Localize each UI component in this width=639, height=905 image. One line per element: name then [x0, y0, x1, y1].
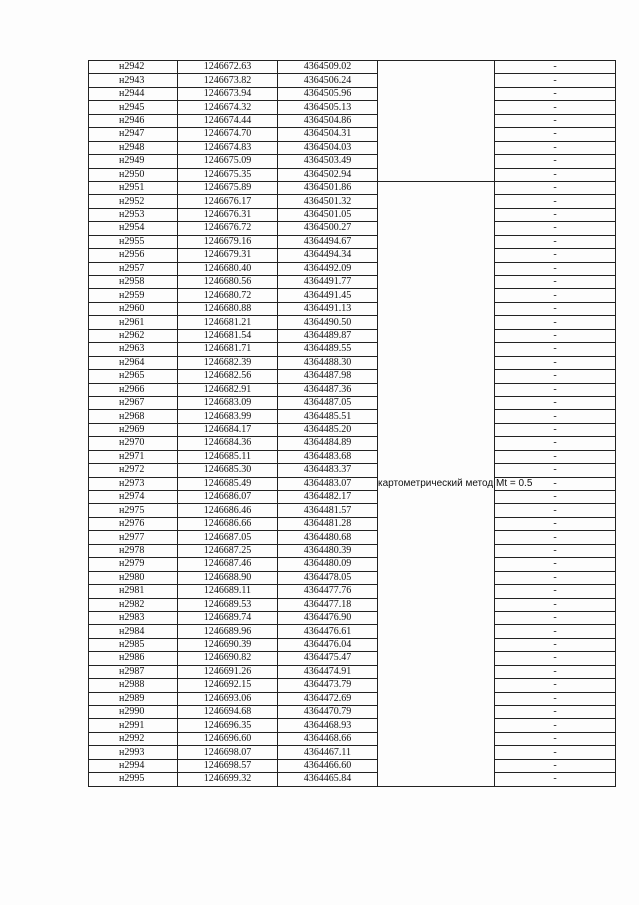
accuracy-cell: -: [495, 773, 616, 786]
table-row: [89, 61, 616, 74]
table-row: [89, 208, 616, 221]
accuracy-cell: -: [495, 665, 616, 678]
x-coordinate-cell: 1246676.72: [178, 222, 278, 235]
y-coordinate-cell: 4364474.91: [278, 665, 378, 678]
coordinates-table-body: [89, 61, 616, 787]
accuracy-cell: -: [495, 343, 616, 356]
y-coordinate-cell: 4364490.50: [278, 316, 378, 329]
point-name-cell: н2972: [89, 464, 178, 477]
accuracy-cell: -: [495, 638, 616, 651]
x-coordinate-cell: 1246682.91: [178, 383, 278, 396]
accuracy-cell: -: [495, 235, 616, 248]
table-row: [89, 598, 616, 611]
table-row: [89, 262, 616, 275]
accuracy-cell: -: [495, 558, 616, 571]
table-row: [89, 558, 616, 571]
y-coordinate-cell: 4364489.55: [278, 343, 378, 356]
y-coordinate-cell: 4364476.04: [278, 638, 378, 651]
accuracy-cell: -: [495, 571, 616, 584]
accuracy-cell: -: [495, 732, 616, 745]
x-coordinate-cell: 1246696.60: [178, 732, 278, 745]
x-coordinate-cell: 1246679.31: [178, 249, 278, 262]
y-coordinate-cell: 4364504.86: [278, 114, 378, 127]
point-name-cell: н2944: [89, 87, 178, 100]
table-row: [89, 625, 616, 638]
y-coordinate-cell: 4364478.05: [278, 571, 378, 584]
x-coordinate-cell: 1246682.39: [178, 356, 278, 369]
accuracy-cell: -: [495, 74, 616, 87]
table-row: [89, 665, 616, 678]
point-name-cell: н2983: [89, 611, 178, 624]
accuracy-cell: -: [495, 692, 616, 705]
point-name-cell: н2968: [89, 410, 178, 423]
x-coordinate-cell: 1246687.25: [178, 544, 278, 557]
accuracy-cell: -: [495, 652, 616, 665]
x-coordinate-cell: 1246685.30: [178, 464, 278, 477]
table-row: [89, 464, 616, 477]
x-coordinate-cell: 1246673.82: [178, 74, 278, 87]
y-coordinate-cell: 4364502.94: [278, 168, 378, 181]
x-coordinate-cell: 1246676.31: [178, 208, 278, 221]
y-coordinate-cell: 4364485.51: [278, 410, 378, 423]
accuracy-cell: -: [495, 450, 616, 463]
point-name-cell: н2955: [89, 235, 178, 248]
x-coordinate-cell: 1246691.26: [178, 665, 278, 678]
y-coordinate-cell: 4364489.87: [278, 329, 378, 342]
table-row: [89, 114, 616, 127]
y-coordinate-cell: 4364488.30: [278, 356, 378, 369]
y-coordinate-cell: 4364470.79: [278, 706, 378, 719]
table-row: [89, 329, 616, 342]
accuracy-cell: -: [495, 302, 616, 315]
table-row: [89, 477, 616, 490]
point-name-cell: н2958: [89, 276, 178, 289]
y-coordinate-cell: 4364487.98: [278, 370, 378, 383]
accuracy-cell: -: [495, 289, 616, 302]
y-coordinate-cell: 4364465.84: [278, 773, 378, 786]
x-coordinate-cell: 1246675.89: [178, 181, 278, 194]
accuracy-cell: -: [495, 410, 616, 423]
y-coordinate-cell: 4364483.68: [278, 450, 378, 463]
table-row: [89, 383, 616, 396]
y-coordinate-cell: 4364491.77: [278, 276, 378, 289]
point-name-cell: н2946: [89, 114, 178, 127]
accuracy-cell: -: [495, 625, 616, 638]
table-row: [89, 544, 616, 557]
accuracy-cell: -: [495, 611, 616, 624]
accuracy-cell: -: [495, 491, 616, 504]
x-coordinate-cell: 1246692.15: [178, 679, 278, 692]
point-name-cell: н2947: [89, 128, 178, 141]
x-coordinate-cell: 1246687.46: [178, 558, 278, 571]
x-coordinate-cell: 1246680.72: [178, 289, 278, 302]
table-row: [89, 638, 616, 651]
y-coordinate-cell: 4364480.39: [278, 544, 378, 557]
accuracy-cell: -: [495, 114, 616, 127]
table-row: [89, 222, 616, 235]
table-row: [89, 128, 616, 141]
y-coordinate-cell: 4364483.07: [278, 477, 378, 490]
table-row: [89, 370, 616, 383]
point-name-cell: н2953: [89, 208, 178, 221]
table-row: [89, 746, 616, 759]
y-coordinate-cell: 4364501.86: [278, 181, 378, 194]
y-coordinate-cell: 4364491.13: [278, 302, 378, 315]
x-coordinate-cell: 1246698.07: [178, 746, 278, 759]
point-name-cell: н2992: [89, 732, 178, 745]
x-coordinate-cell: 1246674.44: [178, 114, 278, 127]
accuracy-cell: -: [495, 195, 616, 208]
accuracy-cell: -: [495, 477, 616, 490]
x-coordinate-cell: 1246689.53: [178, 598, 278, 611]
point-name-cell: н2967: [89, 396, 178, 409]
y-coordinate-cell: 4364491.45: [278, 289, 378, 302]
point-name-cell: н2969: [89, 423, 178, 436]
point-name-cell: н2982: [89, 598, 178, 611]
table-row: [89, 450, 616, 463]
y-coordinate-cell: 4364472.69: [278, 692, 378, 705]
x-coordinate-cell: 1246689.74: [178, 611, 278, 624]
table-row: [89, 517, 616, 530]
point-name-cell: н2943: [89, 74, 178, 87]
x-coordinate-cell: 1246698.57: [178, 759, 278, 772]
accuracy-cell: -: [495, 679, 616, 692]
point-name-cell: н2978: [89, 544, 178, 557]
point-name-cell: н2963: [89, 343, 178, 356]
point-name-cell: н2985: [89, 638, 178, 651]
point-name-cell: н2959: [89, 289, 178, 302]
y-coordinate-cell: 4364506.24: [278, 74, 378, 87]
accuracy-cell: -: [495, 222, 616, 235]
y-coordinate-cell: 4364483.37: [278, 464, 378, 477]
point-name-cell: н2951: [89, 181, 178, 194]
y-coordinate-cell: 4364477.18: [278, 598, 378, 611]
x-coordinate-cell: 1246696.35: [178, 719, 278, 732]
x-coordinate-cell: 1246694.68: [178, 706, 278, 719]
point-name-cell: н2949: [89, 155, 178, 168]
point-name-cell: н2976: [89, 517, 178, 530]
y-coordinate-cell: 4364480.09: [278, 558, 378, 571]
point-name-cell: н2961: [89, 316, 178, 329]
y-coordinate-cell: 4364468.66: [278, 732, 378, 745]
y-coordinate-cell: 4364504.31: [278, 128, 378, 141]
x-coordinate-cell: 1246693.06: [178, 692, 278, 705]
point-name-cell: н2975: [89, 504, 178, 517]
x-coordinate-cell: 1246681.71: [178, 343, 278, 356]
table-row: [89, 437, 616, 450]
y-coordinate-cell: 4364476.61: [278, 625, 378, 638]
accuracy-cell: -: [495, 87, 616, 100]
y-coordinate-cell: 4364501.05: [278, 208, 378, 221]
point-name-cell: н2986: [89, 652, 178, 665]
table-row: [89, 759, 616, 772]
accuracy-cell: -: [495, 316, 616, 329]
x-coordinate-cell: 1246690.39: [178, 638, 278, 651]
y-coordinate-cell: 4364481.28: [278, 517, 378, 530]
x-coordinate-cell: 1246676.17: [178, 195, 278, 208]
x-coordinate-cell: 1246680.88: [178, 302, 278, 315]
y-coordinate-cell: 4364492.09: [278, 262, 378, 275]
y-coordinate-cell: 4364501.32: [278, 195, 378, 208]
table-row: [89, 679, 616, 692]
y-coordinate-cell: 4364484.89: [278, 437, 378, 450]
point-name-cell: н2980: [89, 571, 178, 584]
point-name-cell: н2979: [89, 558, 178, 571]
point-name-cell: н2973: [89, 477, 178, 490]
x-coordinate-cell: 1246675.35: [178, 168, 278, 181]
accuracy-cell: -: [495, 396, 616, 409]
y-coordinate-cell: 4364475.47: [278, 652, 378, 665]
table-row: [89, 504, 616, 517]
table-row: [89, 423, 616, 436]
x-coordinate-cell: 1246684.17: [178, 423, 278, 436]
accuracy-cell: -: [495, 598, 616, 611]
table-row: [89, 195, 616, 208]
point-name-cell: н2965: [89, 370, 178, 383]
table-row: [89, 74, 616, 87]
table-row: [89, 181, 616, 194]
table-row: [89, 302, 616, 315]
y-coordinate-cell: 4364477.76: [278, 585, 378, 598]
accuracy-cell: -: [495, 128, 616, 141]
table-row: [89, 276, 616, 289]
y-coordinate-cell: 4364505.96: [278, 87, 378, 100]
table-row: [89, 652, 616, 665]
x-coordinate-cell: 1246674.83: [178, 141, 278, 154]
x-coordinate-cell: 1246689.96: [178, 625, 278, 638]
point-name-cell: н2948: [89, 141, 178, 154]
accuracy-cell: -: [495, 517, 616, 530]
point-name-cell: н2987: [89, 665, 178, 678]
table-row: [89, 249, 616, 262]
x-coordinate-cell: 1246683.99: [178, 410, 278, 423]
x-coordinate-cell: 1246699.32: [178, 773, 278, 786]
table-row: [89, 87, 616, 100]
y-coordinate-cell: 4364476.90: [278, 611, 378, 624]
table-row: [89, 289, 616, 302]
accuracy-cell: -: [495, 504, 616, 517]
x-coordinate-cell: 1246686.46: [178, 504, 278, 517]
accuracy-cell: -: [495, 155, 616, 168]
x-coordinate-cell: 1246688.90: [178, 571, 278, 584]
x-coordinate-cell: 1246686.07: [178, 491, 278, 504]
point-name-cell: н2957: [89, 262, 178, 275]
x-coordinate-cell: 1246681.54: [178, 329, 278, 342]
table-row: [89, 168, 616, 181]
x-coordinate-cell: 1246681.21: [178, 316, 278, 329]
y-coordinate-cell: 4364503.49: [278, 155, 378, 168]
table-row: [89, 585, 616, 598]
y-coordinate-cell: 4364505.13: [278, 101, 378, 114]
point-name-cell: н2954: [89, 222, 178, 235]
y-coordinate-cell: 4364504.03: [278, 141, 378, 154]
accuracy-cell: -: [495, 356, 616, 369]
accuracy-cell: -: [495, 181, 616, 194]
point-name-cell: н2988: [89, 679, 178, 692]
point-name-cell: н2971: [89, 450, 178, 463]
y-coordinate-cell: 4364494.34: [278, 249, 378, 262]
table-row: [89, 141, 616, 154]
table-row: [89, 396, 616, 409]
table-row: [89, 706, 616, 719]
accuracy-cell: -: [495, 706, 616, 719]
table-row: [89, 692, 616, 705]
x-coordinate-cell: 1246685.11: [178, 450, 278, 463]
point-name-cell: н2994: [89, 759, 178, 772]
point-name-cell: н2942: [89, 61, 178, 74]
x-coordinate-cell: 1246672.63: [178, 61, 278, 74]
point-name-cell: н2950: [89, 168, 178, 181]
accuracy-cell: -: [495, 101, 616, 114]
accuracy-cell: -: [495, 759, 616, 772]
x-coordinate-cell: 1246679.16: [178, 235, 278, 248]
x-coordinate-cell: 1246686.66: [178, 517, 278, 530]
y-coordinate-cell: 4364467.11: [278, 746, 378, 759]
x-coordinate-cell: 1246674.70: [178, 128, 278, 141]
point-name-cell: н2993: [89, 746, 178, 759]
accuracy-cell: -: [495, 437, 616, 450]
point-name-cell: н2966: [89, 383, 178, 396]
y-coordinate-cell: 4364482.17: [278, 491, 378, 504]
point-name-cell: н2960: [89, 302, 178, 315]
table-row: [89, 773, 616, 786]
table-row: [89, 719, 616, 732]
accuracy-cell: -: [495, 329, 616, 342]
coordinates-table: [88, 60, 616, 787]
accuracy-cell: -: [495, 370, 616, 383]
x-coordinate-cell: 1246680.40: [178, 262, 278, 275]
x-coordinate-cell: 1246687.05: [178, 531, 278, 544]
table-row: [89, 356, 616, 369]
point-name-cell: н2984: [89, 625, 178, 638]
y-coordinate-cell: 4364481.57: [278, 504, 378, 517]
point-name-cell: н2974: [89, 491, 178, 504]
table-row: [89, 491, 616, 504]
y-coordinate-cell: 4364473.79: [278, 679, 378, 692]
table-row: [89, 155, 616, 168]
point-name-cell: н2952: [89, 195, 178, 208]
x-coordinate-cell: 1246685.49: [178, 477, 278, 490]
table-row: [89, 531, 616, 544]
y-coordinate-cell: 4364500.27: [278, 222, 378, 235]
method-cell: картометрический метод Mt = 0.5: [378, 181, 495, 786]
y-coordinate-cell: 4364468.93: [278, 719, 378, 732]
point-name-cell: н2962: [89, 329, 178, 342]
accuracy-cell: -: [495, 531, 616, 544]
point-name-cell: н2970: [89, 437, 178, 450]
table-row: [89, 611, 616, 624]
x-coordinate-cell: 1246682.56: [178, 370, 278, 383]
accuracy-cell: -: [495, 262, 616, 275]
accuracy-cell: -: [495, 141, 616, 154]
y-coordinate-cell: 4364509.02: [278, 61, 378, 74]
x-coordinate-cell: 1246690.82: [178, 652, 278, 665]
table-row: [89, 571, 616, 584]
accuracy-cell: -: [495, 585, 616, 598]
accuracy-cell: -: [495, 423, 616, 436]
accuracy-cell: -: [495, 249, 616, 262]
accuracy-cell: -: [495, 208, 616, 221]
y-coordinate-cell: 4364487.05: [278, 396, 378, 409]
point-name-cell: н2990: [89, 706, 178, 719]
table-row: [89, 343, 616, 356]
y-coordinate-cell: 4364466.60: [278, 759, 378, 772]
point-name-cell: н2977: [89, 531, 178, 544]
table-row: [89, 316, 616, 329]
y-coordinate-cell: 4364487.36: [278, 383, 378, 396]
point-name-cell: н2964: [89, 356, 178, 369]
point-name-cell: н2995: [89, 773, 178, 786]
accuracy-cell: -: [495, 276, 616, 289]
table-row: [89, 732, 616, 745]
accuracy-cell: -: [495, 544, 616, 557]
x-coordinate-cell: 1246683.09: [178, 396, 278, 409]
x-coordinate-cell: 1246689.11: [178, 585, 278, 598]
x-coordinate-cell: 1246684.36: [178, 437, 278, 450]
accuracy-cell: -: [495, 168, 616, 181]
accuracy-cell: -: [495, 719, 616, 732]
x-coordinate-cell: 1246673.94: [178, 87, 278, 100]
accuracy-cell: -: [495, 746, 616, 759]
table-row: [89, 101, 616, 114]
x-coordinate-cell: 1246675.09: [178, 155, 278, 168]
accuracy-cell: -: [495, 383, 616, 396]
table-row: [89, 235, 616, 248]
point-name-cell: н2989: [89, 692, 178, 705]
point-name-cell: н2956: [89, 249, 178, 262]
x-coordinate-cell: 1246680.56: [178, 276, 278, 289]
accuracy-cell: -: [495, 464, 616, 477]
method-cell-empty: [378, 61, 495, 182]
point-name-cell: н2945: [89, 101, 178, 114]
y-coordinate-cell: 4364485.20: [278, 423, 378, 436]
y-coordinate-cell: 4364480.68: [278, 531, 378, 544]
table-row: [89, 410, 616, 423]
point-name-cell: н2981: [89, 585, 178, 598]
x-coordinate-cell: 1246674.32: [178, 101, 278, 114]
accuracy-cell: -: [495, 61, 616, 74]
y-coordinate-cell: 4364494.67: [278, 235, 378, 248]
point-name-cell: н2991: [89, 719, 178, 732]
